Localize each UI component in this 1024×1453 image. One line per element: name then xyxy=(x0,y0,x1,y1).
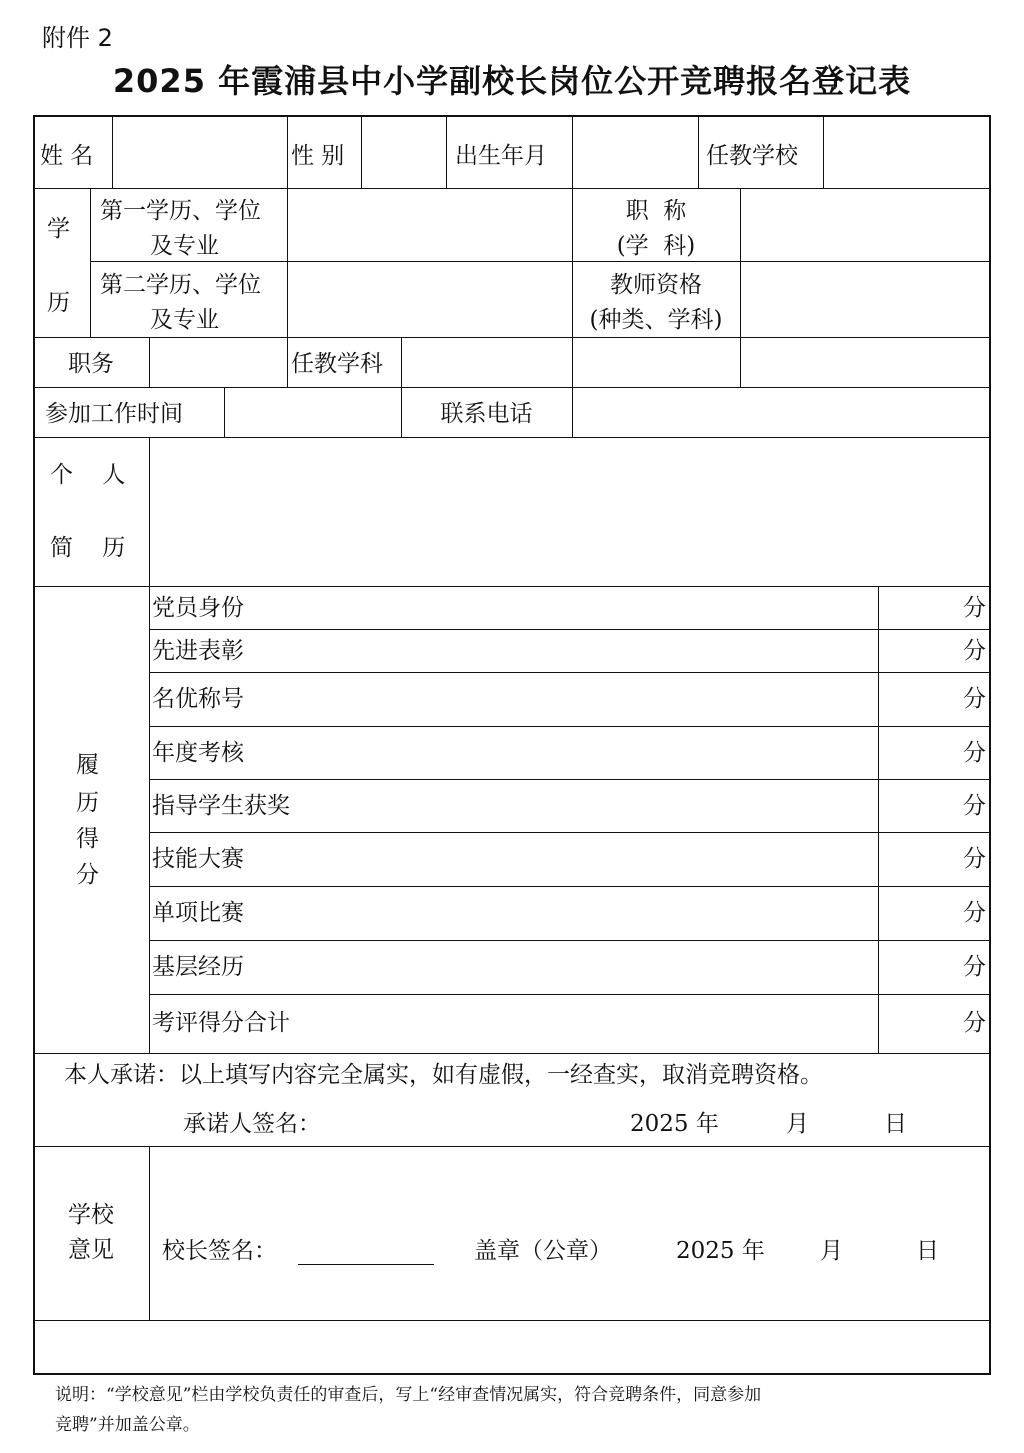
score-unit: 分 xyxy=(963,638,986,664)
opinion-month: 月 xyxy=(820,1238,843,1264)
opinion-year: 2025 年 xyxy=(676,1238,765,1264)
label-second-education-1: 第二学历、学位 xyxy=(100,272,261,298)
score-unit: 分 xyxy=(963,686,986,712)
footnote xyxy=(55,1380,985,1440)
form-title: 2025 年霞浦县中小学副校长岗位公开竞聘报名登记表 xyxy=(112,62,912,100)
label-name: 姓 名 xyxy=(40,143,94,169)
label-duty: 职务 xyxy=(68,351,114,377)
principal-signature-label: 校长签名： xyxy=(162,1238,277,1264)
label-resume-1: 个 人 xyxy=(50,462,126,488)
footnote-line-1: 说明：“学校意见”栏由学校负责任的审查后，写上“经审查情况属实，符合竞聘条件，同意参加 xyxy=(55,1385,762,1405)
score-unit: 分 xyxy=(963,793,986,819)
score-unit: 分 xyxy=(963,740,986,766)
label-work-start-time: 参加工作时间 xyxy=(45,401,183,427)
score-item: 指导学生获奖 xyxy=(152,793,290,819)
label-teacher-cert-1: 教师资格 xyxy=(610,272,702,298)
score-item: 名优称号 xyxy=(152,686,244,712)
label-score-3: 得 xyxy=(76,826,99,852)
opinion-day: 日 xyxy=(916,1238,939,1264)
attachment-label: 附件 2 xyxy=(42,24,113,52)
label-birth-date: 出生年月 xyxy=(455,143,547,169)
score-unit: 分 xyxy=(963,954,986,980)
seal-label: 盖章（公章） xyxy=(474,1238,612,1264)
label-second-education-2: 及专业 xyxy=(150,307,219,333)
label-first-education-2: 及专业 xyxy=(150,233,219,259)
score-unit: 分 xyxy=(963,1010,986,1036)
score-item: 基层经历 xyxy=(152,954,244,980)
label-professional-title-1: 职 称 xyxy=(625,198,687,224)
pledge-text: 本人承诺：以上填写内容完全属实，如有虚假，一经查实，取消竞聘资格。 xyxy=(64,1062,823,1088)
label-school-opinion-2: 意见 xyxy=(68,1237,114,1263)
label-score-4: 分 xyxy=(76,862,99,888)
score-item: 年度考核 xyxy=(152,740,244,766)
score-item: 先进表彰 xyxy=(152,638,244,664)
label-education-bottom: 历 xyxy=(47,290,70,316)
label-phone: 联系电话 xyxy=(440,401,533,427)
pledge-signer-label: 承诺人签名： xyxy=(183,1111,321,1137)
label-teaching-school: 任教学校 xyxy=(706,143,798,169)
signature-line xyxy=(298,1264,434,1265)
pledge-year: 2025 年 xyxy=(630,1111,719,1137)
label-professional-title-2: (学 科) xyxy=(616,233,696,259)
label-education-top: 学 xyxy=(47,216,70,242)
label-school-opinion-1: 学校 xyxy=(68,1202,114,1228)
label-score-2: 历 xyxy=(76,790,99,816)
label-score-1: 履 xyxy=(76,752,99,778)
label-teaching-subject: 任教学科 xyxy=(291,351,383,377)
score-item: 技能大赛 xyxy=(152,846,244,872)
score-item: 党员身份 xyxy=(152,595,244,621)
pledge-day: 日 xyxy=(884,1111,907,1137)
label-resume-2: 简 历 xyxy=(50,535,126,561)
score-item: 单项比赛 xyxy=(152,900,244,926)
score-unit: 分 xyxy=(963,595,986,621)
score-unit: 分 xyxy=(963,846,986,872)
score-unit: 分 xyxy=(963,900,986,926)
score-item: 考评得分合计 xyxy=(152,1010,290,1036)
label-first-education-1: 第一学历、学位 xyxy=(100,198,261,224)
footnote-line-2: 竞聘”并加盖公章。 xyxy=(55,1415,200,1435)
label-gender: 性 别 xyxy=(291,143,345,169)
pledge-month: 月 xyxy=(786,1111,809,1137)
label-teacher-cert-2: (种类、学科) xyxy=(589,307,723,333)
